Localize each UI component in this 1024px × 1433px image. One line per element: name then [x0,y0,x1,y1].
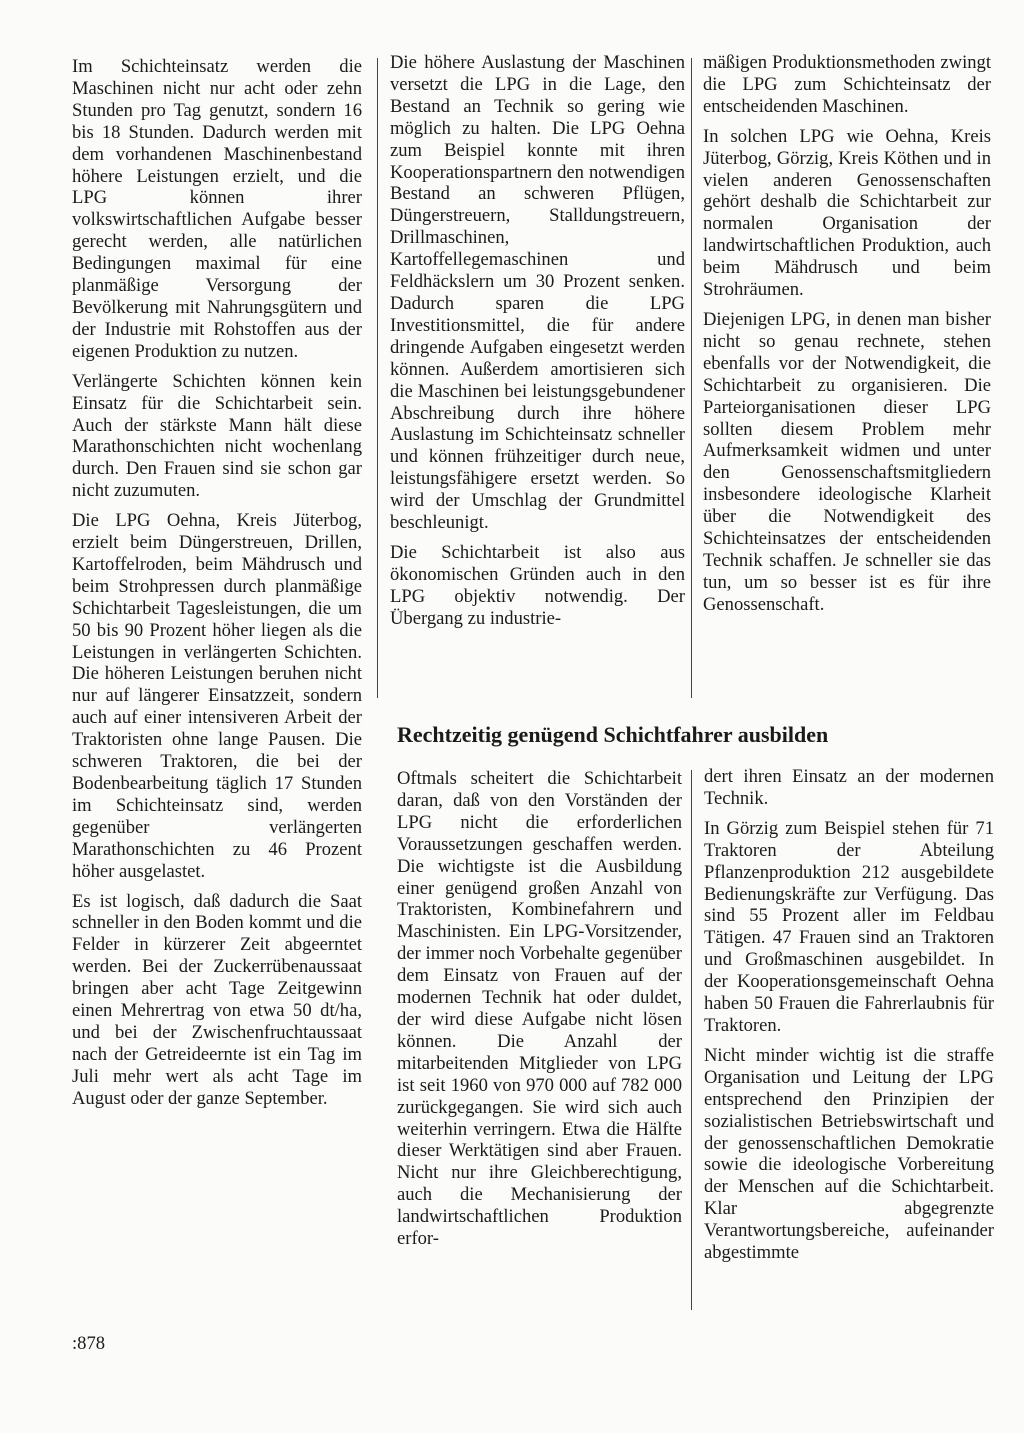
column-divider [691,770,692,1310]
column-1 [72,56,362,1110]
page-number: :878 [72,1333,106,1354]
paragraph: Diejenigen LPG, in denen man bisher nicht so genau rechnete, stehen ebenfalls vor der Notwendigkeit, die Schichtarbeit zu organisieren. Die Parteiorganisationen dieser LPG sollten diesem Problem mehr Aufmerksamkeit widmen und unter den Genossenschaftsmitgliedern insbesondere ideologische Klarheit über die Notwendigkeit des Schichteinsatzes der entscheidenden Technik schaffen. Je schneller sie das tun, um so besser ist es für ihre Genossenschaft. [703,308,991,615]
column-3 [703,52,991,616]
paragraph: Die höhere Auslastung der Maschinen versetzt die LPG in die Lage, den Bestand an Technik so gering wie möglich zu halten. Die LPG Oehna zum Beispiel konnte mit ihren Kooperationspartnern den notwendigen Bestand an schweren Pflügen, Düngerstreuern, Stalldungstreuern, Drillmaschinen, Kartoffellegemaschinen und Feldhäckslern um 30 Prozent senken. Dadurch sparen die LPG Investitionsmittel, die für andere dringende Aufgaben eingesetzt werden können. Außerdem amortisieren sich die Maschinen bei leistungsgebundener Abschreibung durch ihre höhere Auslastung im Schichteinsatz schneller und können frühzeitiger durch neue, leistungsfähigere ersetzt werden. So wird der Umschlag der Grundmittel beschleunigt. [390,52,685,534]
column-2 [390,52,685,630]
paragraph: dert ihren Einsatz an der modernen Technik. [704,766,994,809]
paragraph: Die Schichtarbeit ist also aus ökonomischen Gründen auch in den LPG objektiv notwendig. Der Übergang zu industrie- [390,541,685,629]
paragraph: Verlängerte Schichten können kein Einsatz für die Schichtarbeit sein. Auch der stärkste Mann hält diese Marathonschichten nicht wochenlang durch. Den Frauen sind sie schon gar nicht zuzumuten. [72,370,362,502]
paragraph: In solchen LPG wie Oehna, Kreis Jüterbog, Görzig, Kreis Köthen und in vielen anderen Genossenschaften gehört deshalb die Schichtarbeit zur normalen Organisation der landwirtschaftlichen Produktion, auch beim Mähdrusch und beim Strohräumen. [703,125,991,301]
column-divider [691,58,692,698]
paragraph: Nicht minder wichtig ist die straffe Organisation und Leitung der LPG entsprechend den Prinzipien der sozialistischen Betriebswirtschaft und der genossenschaftlichen Demokratie sowie die ideologische Vorbereitung der Menschen auf die Schichtarbeit. Klar abgegrenzte Verantwortungsbereiche, aufeinander abgestimmte [704,1044,994,1264]
paragraph: Oftmals scheitert die Schichtarbeit daran, daß von den Vorständen der LPG nicht die erforderlichen Voraussetzungen geschaffen werden. Die wichtigste ist die Ausbildung einer genügend großen Anzahl von Traktoristen, Kombinefahrern und Maschinisten. Ein LPG-Vorsitzender, der immer noch Vorbehalte gegenüber dem Einsatz von Frauen auf der modernen Technik hat oder duldet, der wird diese Aufgabe nicht lösen können. Die Anzahl der mitarbeitenden Mitglieder von LPG ist seit 1960 von 970 000 auf 782 000 zurückgegangen. Sie wird sich auch weiterhin verringern. Etwa die Hälfte dieser Werktätigen sind aber Frauen. Nicht nur ihre Gleichberechtigung, auch die Mechanisierung der landwirtschaftlichen Produktion erfor- [397,768,682,1250]
paragraph: Im Schichteinsatz werden die Maschinen nicht nur acht oder zehn Stunden pro Tag genutzt, sondern 16 bis 18 Stunden. Dadurch werden mit dem vorhandenen Maschinenbestand höhere Leistungen erzielt, und die LPG können ihrer volkswirtschaftlichen Aufgabe besser gerecht werden, alle natürlichen Bedingungen maximal für eine planmäßige Versorgung der Bevölkerung mit Nahrungsgütern und der Industrie mit Rohstoffen aus der eigenen Produktion zu nutzen. [72,56,362,362]
column-5 [704,766,994,1264]
paragraph: Es ist logisch, daß dadurch die Saat schneller in den Boden kommt und die Felder in kürzerer Zeit abgeerntet werden. Bei der Zuckerrübenaussaat bringen aber acht Tage Zeitgewinn einen Mehrertrag von etwa 50 dt/ha, und bei der Zwischenfruchtaussaat nach der Getreideernte ist ein Tag im Juli mehr wert als acht Tage im August oder der ganze September. [72,890,362,1109]
section-heading: Rechtzeitig genügend Schichtfahrer ausbilden [397,722,829,747]
column-4 [397,768,682,1250]
paragraph: mäßigen Produktionsmethoden zwingt die LPG zum Schichteinsatz der entscheidenden Maschinen. [703,52,991,117]
paragraph: In Görzig zum Beispiel stehen für 71 Traktoren der Abteilung Pflanzenproduktion 212 ausgebildete Bedienungskräfte zur Verfügung. Das sind 55 Prozent aller im Feldbau Tätigen. 47 Frauen sind an Traktoren und Großmaschinen ausgebildet. In der Kooperationsgemeinschaft Oehna haben 50 Frauen die Fahrerlaubnis für Traktoren. [704,817,994,1036]
column-divider [377,58,378,698]
paragraph: Die LPG Oehna, Kreis Jüterbog, erzielt beim Düngerstreuen, Drillen, Kartoffelroden, beim Mähdrusch und beim Strohpressen durch planmäßige Schichtarbeit Tagesleistungen, die um 50 bis 90 Prozent höher liegen als die Leistungen in verlängerten Schichten. Die höheren Leistungen beruhen nicht nur auf längerer Einsatzzeit, sondern auch auf einer intensiveren Arbeit der Traktoristen ohne lange Pausen. Die schweren Traktoren, die bei der Bodenbearbeitung täglich 17 Stunden im Schichteinsatz sind, werden gegenüber verlängerten Marathonschichten zu 46 Prozent höher ausgelastet. [72,510,362,882]
